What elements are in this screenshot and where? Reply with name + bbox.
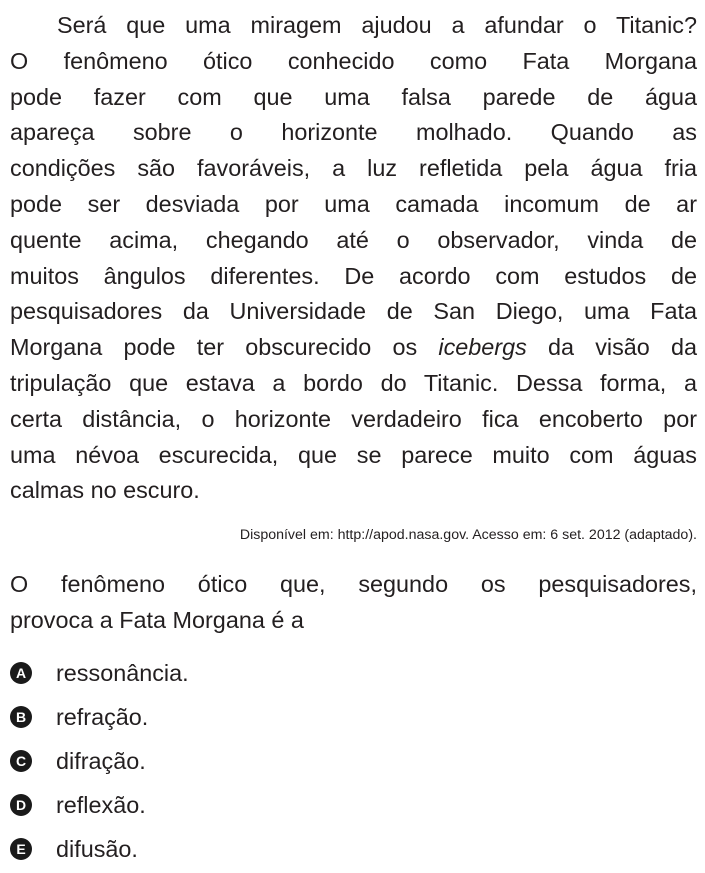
passage-line: apareça sobre o horizonte molhado. Quando as xyxy=(10,119,697,146)
option-d[interactable] xyxy=(10,783,189,827)
option-text: reflexão. xyxy=(56,792,146,818)
passage-line: certa distância, o horizonte verdadeiro fica encoberto por xyxy=(10,405,697,432)
passage-text-segment: Morgana pode ter obscurecido os xyxy=(10,334,439,361)
passage-text-segment: da visão da xyxy=(526,334,697,361)
italic-term: icebergs xyxy=(438,334,527,361)
option-text: difusão. xyxy=(56,836,138,862)
option-letter-badge: D xyxy=(10,794,32,816)
option-text: difração. xyxy=(56,748,146,774)
option-letter-badge: A xyxy=(10,662,32,684)
passage-line-with-italic xyxy=(10,330,697,366)
option-letter-badge: E xyxy=(10,838,32,860)
passage-line: condições são favoráveis, a luz refletida pela água fria xyxy=(10,155,697,182)
question-line: provoca a Fata Morgana é a xyxy=(10,607,304,633)
passage-line: quente acima, chegando até o observador, vinda de xyxy=(10,226,697,253)
option-letter-badge: B xyxy=(10,706,32,728)
passage-line: muitos ângulos diferentes. De acordo com estudos de xyxy=(10,262,697,289)
question-stem xyxy=(10,566,697,638)
passage-line: O fenômeno ótico conhecido como Fata Morgana xyxy=(10,47,697,74)
option-text: refração. xyxy=(56,704,149,730)
passage-line: tripulação que estava a bordo do Titanic. Dessa forma, a xyxy=(10,369,697,396)
passage-line: calmas no escuro. xyxy=(10,477,200,504)
option-c[interactable] xyxy=(10,739,189,783)
passage-line: pode ser desviada por uma camada incomum de ar xyxy=(10,190,697,217)
option-letter-badge: C xyxy=(10,750,32,772)
passage-line: uma névoa escurecida, que se parece muito com águas xyxy=(10,441,697,468)
passage-text xyxy=(10,8,697,509)
source-citation: Disponível em: http://apod.nasa.gov. Acesso em: 6 set. 2012 (adaptado). xyxy=(239,527,697,543)
option-e[interactable] xyxy=(10,827,189,871)
option-text: ressonância. xyxy=(56,660,189,686)
passage-line: pode fazer com que uma falsa parede de água xyxy=(10,83,697,110)
passage-line: Será que uma miragem ajudou a afundar o Titanic? xyxy=(57,12,697,38)
option-a[interactable] xyxy=(10,651,189,695)
answer-options xyxy=(10,651,189,871)
option-b[interactable] xyxy=(10,695,189,739)
passage-line: pesquisadores da Universidade de San Diego, uma Fata xyxy=(10,298,697,325)
question-line: O fenômeno ótico que, segundo os pesquisadores, xyxy=(10,571,697,597)
